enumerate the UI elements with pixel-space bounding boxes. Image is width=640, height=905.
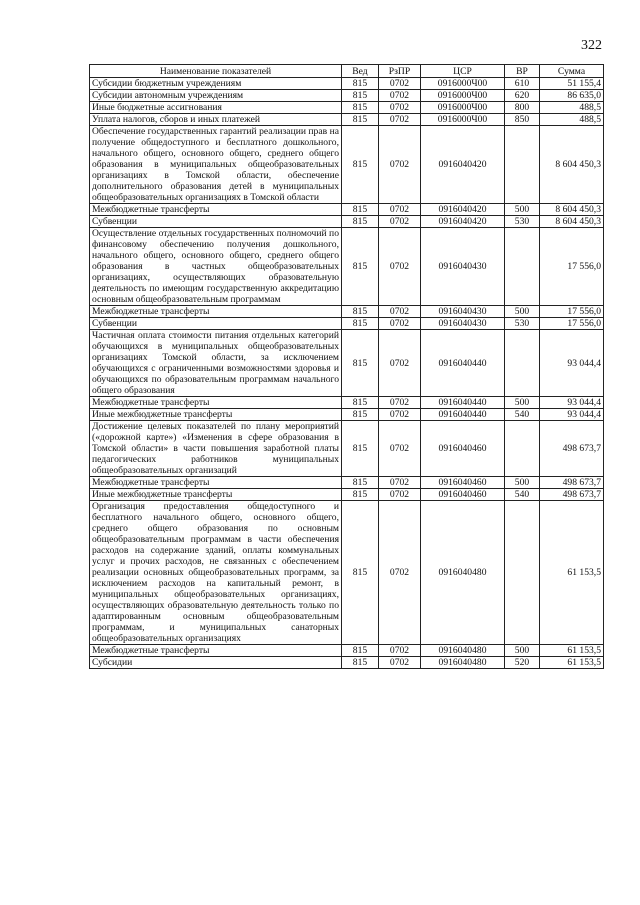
table-row	[90, 489, 604, 501]
cell-vr	[505, 421, 540, 477]
cell-sum: 498 673,7	[540, 421, 604, 477]
cell-rzpr: 0702	[379, 489, 421, 501]
table-row	[90, 90, 604, 102]
cell-vr: 500	[505, 645, 540, 657]
cell-rzpr: 0702	[379, 228, 421, 306]
table-row	[90, 330, 604, 397]
cell-vr	[505, 330, 540, 397]
cell-rzpr: 0702	[379, 78, 421, 90]
table-row	[90, 409, 604, 421]
table-header	[90, 65, 604, 78]
cell-name: Иные межбюджетные трансферты	[90, 489, 342, 501]
cell-vr	[505, 126, 540, 204]
cell-name: Субсидии автономным учреждениям	[90, 90, 342, 102]
cell-sum: 61 153,5	[540, 645, 604, 657]
cell-vr: 540	[505, 409, 540, 421]
cell-vr	[505, 501, 540, 645]
cell-sum: 93 044,4	[540, 330, 604, 397]
cell-name: Межбюджетные трансферты	[90, 397, 342, 409]
cell-name: Межбюджетные трансферты	[90, 477, 342, 489]
cell-csr: 0916000Ч00	[421, 102, 505, 114]
cell-rzpr: 0702	[379, 216, 421, 228]
table-row	[90, 318, 604, 330]
cell-ved: 815	[342, 489, 379, 501]
table-row	[90, 78, 604, 90]
header-csr: ЦСР	[421, 65, 505, 78]
cell-ved: 815	[342, 90, 379, 102]
cell-name: Осуществление отдельных государственных полномочий по финансовому обеспечению получения дошкольного, начального общего, основного общего, среднего общего образования в частных общеобразовательных организациях, осуществляющих образовательную деятельность по имеющим государственную аккредитацию основным общеобразовательным программам	[90, 228, 342, 306]
table-row	[90, 126, 604, 204]
cell-csr: 0916040480	[421, 657, 505, 669]
cell-vr: 530	[505, 318, 540, 330]
cell-sum: 488,5	[540, 102, 604, 114]
table-row	[90, 306, 604, 318]
cell-csr: 0916040440	[421, 409, 505, 421]
cell-rzpr: 0702	[379, 90, 421, 102]
cell-ved: 815	[342, 102, 379, 114]
cell-ved: 815	[342, 421, 379, 477]
cell-sum: 61 153,5	[540, 501, 604, 645]
cell-ved: 815	[342, 645, 379, 657]
cell-ved: 815	[342, 228, 379, 306]
cell-rzpr: 0702	[379, 204, 421, 216]
cell-vr: 500	[505, 397, 540, 409]
cell-csr: 0916040430	[421, 228, 505, 306]
cell-name: Иные бюджетные ассигнования	[90, 102, 342, 114]
cell-ved: 815	[342, 397, 379, 409]
cell-vr	[505, 228, 540, 306]
cell-csr: 0916000Ч00	[421, 114, 505, 126]
table-row	[90, 645, 604, 657]
cell-rzpr: 0702	[379, 645, 421, 657]
cell-csr: 0916040460	[421, 489, 505, 501]
cell-ved: 815	[342, 204, 379, 216]
table-row	[90, 114, 604, 126]
cell-sum: 17 556,0	[540, 318, 604, 330]
cell-csr: 0916040420	[421, 204, 505, 216]
cell-sum: 86 635,0	[540, 90, 604, 102]
cell-rzpr: 0702	[379, 397, 421, 409]
cell-name: Межбюджетные трансферты	[90, 645, 342, 657]
cell-ved: 815	[342, 409, 379, 421]
cell-rzpr: 0702	[379, 306, 421, 318]
table-row	[90, 501, 604, 645]
cell-vr: 850	[505, 114, 540, 126]
table-row	[90, 204, 604, 216]
table-row	[90, 657, 604, 669]
cell-ved: 815	[342, 477, 379, 489]
cell-vr: 500	[505, 306, 540, 318]
cell-sum: 8 604 450,3	[540, 216, 604, 228]
cell-rzpr: 0702	[379, 126, 421, 204]
cell-rzpr: 0702	[379, 318, 421, 330]
cell-name: Организация предоставления общедоступного и бесплатного начального общего, основного общего, среднего общего образования по основным общеобразовательным программам в части обеспечения расходов на содержание зданий, оплаты коммунальных услуг и прочих расходов, не связанных с обеспечением реализации основных общеобразовательных программ, за исключением расходов на капитальный ремонт, в муниципальных общеобразовательных организациях, осуществляющих образовательную деятельность только по адаптированным основным общеобразовательным программам, и муниципальных санаторных общеобразовательных организациях	[90, 501, 342, 645]
cell-csr: 0916000Ч00	[421, 78, 505, 90]
table-row	[90, 102, 604, 114]
cell-name: Частичная оплата стоимости питания отдельных категорий обучающихся в муниципальных общеобразовательных организациях Томской области, за исключением обучающихся с ограниченными возможностями здоровья и обучающихся по образовательным программам начального общего образования	[90, 330, 342, 397]
cell-vr: 620	[505, 90, 540, 102]
table-row	[90, 397, 604, 409]
cell-ved: 815	[342, 306, 379, 318]
cell-name: Иные межбюджетные трансферты	[90, 409, 342, 421]
cell-csr: 0916040460	[421, 421, 505, 477]
cell-vr: 540	[505, 489, 540, 501]
cell-vr: 800	[505, 102, 540, 114]
cell-vr: 500	[505, 477, 540, 489]
cell-csr: 0916040440	[421, 397, 505, 409]
cell-name: Уплата налогов, сборов и иных платежей	[90, 114, 342, 126]
cell-ved: 815	[342, 114, 379, 126]
cell-vr: 500	[505, 204, 540, 216]
cell-name: Субвенции	[90, 318, 342, 330]
cell-csr: 0916040430	[421, 318, 505, 330]
cell-vr: 610	[505, 78, 540, 90]
cell-rzpr: 0702	[379, 421, 421, 477]
cell-csr: 0916000Ч00	[421, 90, 505, 102]
cell-sum: 8 604 450,3	[540, 204, 604, 216]
cell-name: Субвенции	[90, 216, 342, 228]
cell-rzpr: 0702	[379, 501, 421, 645]
cell-ved: 815	[342, 216, 379, 228]
cell-ved: 815	[342, 330, 379, 397]
cell-rzpr: 0702	[379, 477, 421, 489]
cell-name: Обеспечение государственных гарантий реализации прав на получение общедоступного и бесплатного дошкольного, начального общего, основного общего, среднего общего образования в муниципальных общеобразовательных организациях в Томской области, обеспечение дополнительного образования детей в муниципальных общеобразовательных организациях в Томской области	[90, 126, 342, 204]
cell-csr: 0916040420	[421, 126, 505, 204]
cell-name: Достижение целевых показателей по плану мероприятий («дорожной карте») «Изменения в сфере образования в Томской области» в части повышения заработной платы педагогических работников муниципальных общеобразовательных организаций	[90, 421, 342, 477]
cell-sum: 498 673,7	[540, 489, 604, 501]
cell-sum: 488,5	[540, 114, 604, 126]
cell-csr: 0916040420	[421, 216, 505, 228]
table-row	[90, 477, 604, 489]
cell-sum: 93 044,4	[540, 397, 604, 409]
table-body	[90, 78, 604, 669]
cell-sum: 61 153,5	[540, 657, 604, 669]
cell-csr: 0916040460	[421, 477, 505, 489]
cell-rzpr: 0702	[379, 102, 421, 114]
cell-csr: 0916040480	[421, 501, 505, 645]
cell-sum: 8 604 450,3	[540, 126, 604, 204]
cell-sum: 93 044,4	[540, 409, 604, 421]
cell-csr: 0916040440	[421, 330, 505, 397]
cell-vr: 520	[505, 657, 540, 669]
header-name: Наименование показателей	[90, 65, 342, 78]
cell-ved: 815	[342, 126, 379, 204]
cell-vr: 530	[505, 216, 540, 228]
header-rzpr: РзПР	[379, 65, 421, 78]
header-vr: ВР	[505, 65, 540, 78]
cell-csr: 0916040480	[421, 645, 505, 657]
header-ved: Вед	[342, 65, 379, 78]
cell-name: Межбюджетные трансферты	[90, 204, 342, 216]
cell-sum: 51 155,4	[540, 78, 604, 90]
cell-ved: 815	[342, 657, 379, 669]
cell-sum: 17 556,0	[540, 228, 604, 306]
cell-rzpr: 0702	[379, 114, 421, 126]
cell-rzpr: 0702	[379, 330, 421, 397]
cell-sum: 498 673,7	[540, 477, 604, 489]
cell-csr: 0916040430	[421, 306, 505, 318]
cell-rzpr: 0702	[379, 657, 421, 669]
cell-rzpr: 0702	[379, 409, 421, 421]
table-row	[90, 421, 604, 477]
cell-name: Межбюджетные трансферты	[90, 306, 342, 318]
cell-ved: 815	[342, 78, 379, 90]
cell-ved: 815	[342, 318, 379, 330]
budget-table	[89, 64, 604, 669]
page-number: 322	[581, 38, 602, 53]
cell-name: Субсидии	[90, 657, 342, 669]
cell-name: Субсидии бюджетным учреждениям	[90, 78, 342, 90]
table-row	[90, 216, 604, 228]
table-row	[90, 228, 604, 306]
cell-ved: 815	[342, 501, 379, 645]
cell-sum: 17 556,0	[540, 306, 604, 318]
header-sum: Сумма	[540, 65, 604, 78]
